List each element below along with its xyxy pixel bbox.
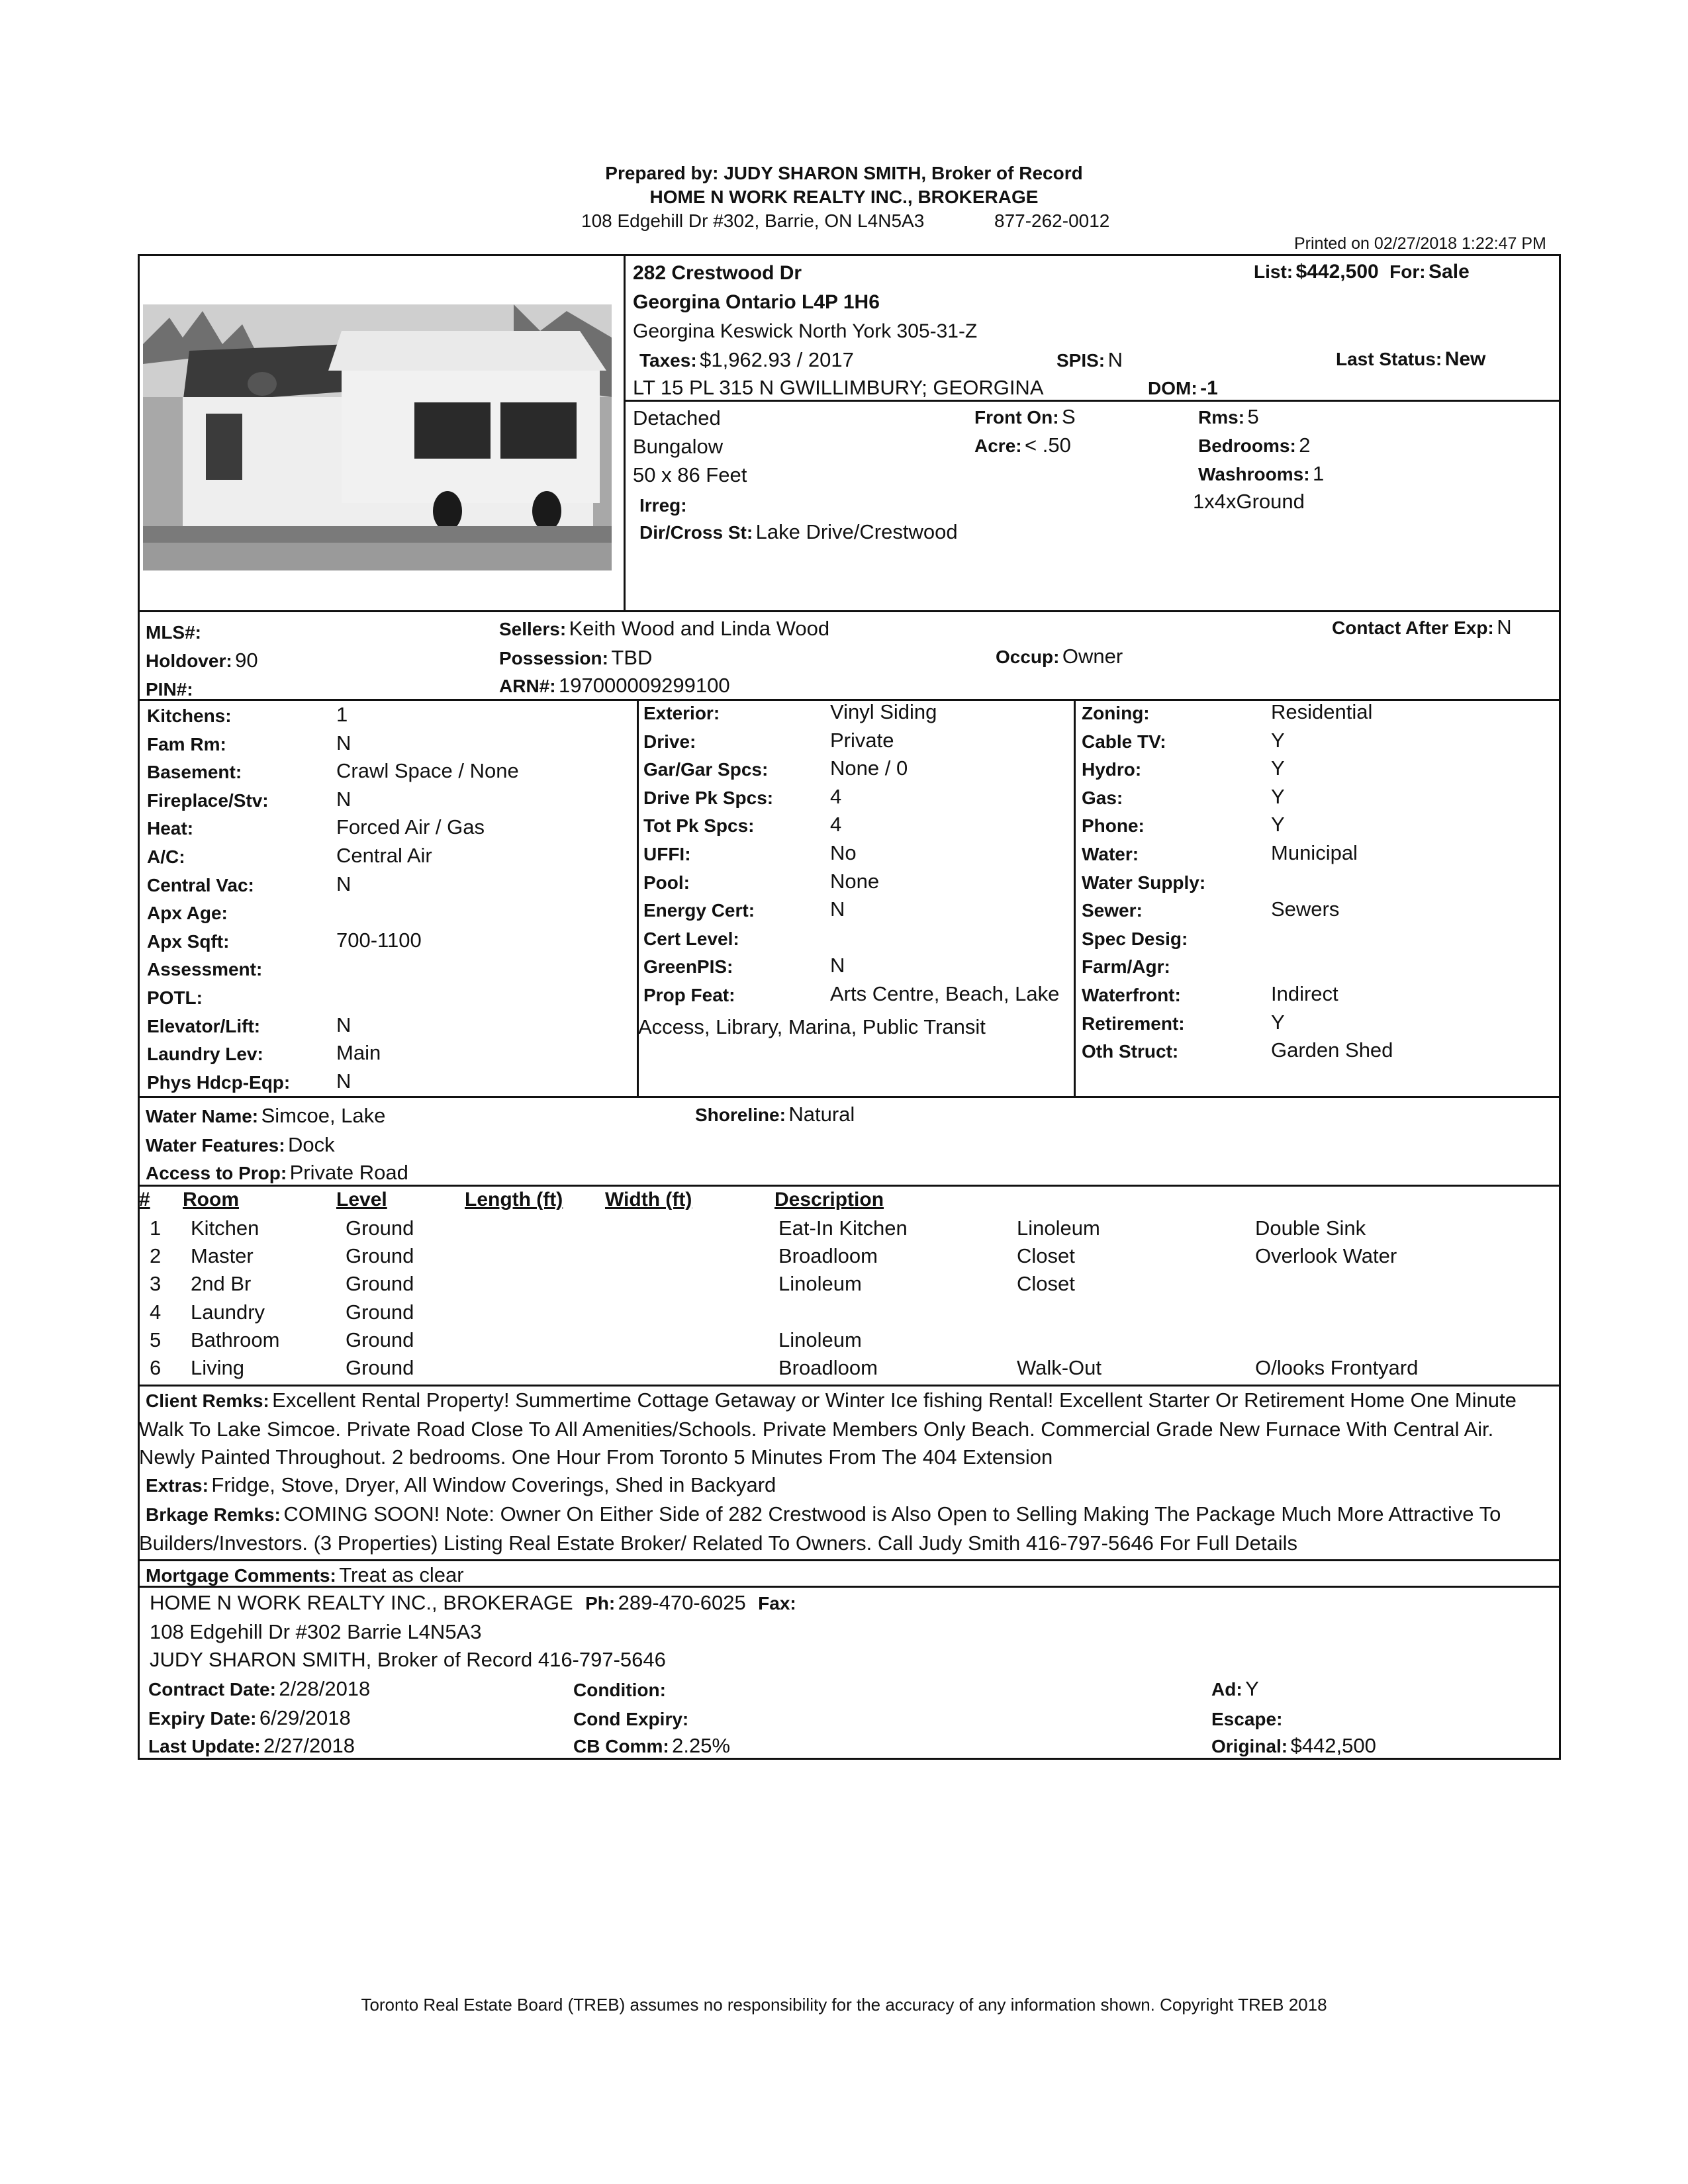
room-name: 2nd Br: [191, 1272, 252, 1296]
col1-label: Heat:: [147, 818, 194, 839]
room-number: 1: [150, 1216, 162, 1240]
rooms-count: Rms: 5: [1198, 405, 1259, 428]
col3-value: Y: [1271, 813, 1285, 837]
col1-value: Central Air: [336, 844, 432, 867]
col2-label: Pool:: [643, 872, 690, 893]
client-remarks: Client Remks: Excellent Rental Property! Summertime Cottage Getaway or Winter Ice fishing Rental! Excellent Starter Or Retirement Home One Minute: [146, 1388, 1517, 1412]
col2-label: Prop Feat:: [643, 985, 735, 1005]
room-level: Ground: [346, 1272, 414, 1296]
holdover: Holdover: 90: [146, 649, 258, 672]
room-description: Walk-Out: [1017, 1356, 1102, 1379]
room-number: 5: [150, 1328, 162, 1351]
col2-label: Gar/Gar Spcs:: [643, 759, 769, 780]
rooms-header-width: Width (ft): [605, 1189, 692, 1210]
col1-label: Assessment:: [147, 959, 263, 980]
col1-label: Kitchens:: [147, 705, 232, 726]
rooms-header-length: Length (ft): [465, 1189, 563, 1210]
room-name: Living: [191, 1356, 244, 1379]
arn: ARN#: 197000009299100: [499, 674, 730, 697]
room-number: 2: [150, 1244, 162, 1268]
water-name: Water Name: Simcoe, Lake: [146, 1104, 386, 1127]
col1-label: POTL:: [147, 987, 203, 1008]
escape: Escape:: [1211, 1709, 1283, 1729]
col1-value: Main: [336, 1041, 381, 1065]
col2-value: 4: [830, 784, 842, 808]
col3-label: Water:: [1082, 844, 1139, 864]
top-section-bottom: [138, 610, 1561, 612]
front-on: Front On: S: [974, 405, 1076, 428]
original-price: Original: $442,500: [1211, 1734, 1376, 1757]
col1-value: 1: [336, 703, 348, 726]
col2-label: Energy Cert:: [643, 900, 755, 921]
frame-right: [1559, 254, 1561, 1760]
disclaimer: Toronto Real Estate Board (TREB) assumes no responsibility for the accuracy of any information shown. Copyright TREB 2018: [361, 1995, 1327, 2015]
mls-number: MLS#:: [146, 622, 201, 643]
room-number: 6: [150, 1356, 162, 1379]
room-name: Kitchen: [191, 1216, 259, 1240]
brokerage-address: 108 Edgehill Dr #302 Barrie L4N5A3: [150, 1620, 482, 1643]
col3-label: Cable TV:: [1082, 731, 1166, 752]
room-number: 4: [150, 1300, 162, 1324]
col2-value: No: [830, 841, 857, 864]
frame-top: [138, 254, 1561, 256]
rooms-header-num: #: [139, 1189, 150, 1210]
col1-label: Laundry Lev:: [147, 1044, 263, 1065]
col3-value: Municipal: [1271, 841, 1358, 864]
header-brokerage: HOME N WORK REALTY INC., BROKERAGE: [649, 187, 1039, 207]
col1-label: Fireplace/Stv:: [147, 790, 269, 811]
col1-label: Central Vac:: [147, 874, 254, 895]
room-level: Ground: [346, 1328, 414, 1351]
col2-value: Arts Centre, Beach, Lake: [830, 982, 1060, 1005]
room-description: Broadloom: [778, 1356, 878, 1379]
agent-line: JUDY SHARON SMITH, Broker of Record 416-797-5646: [150, 1648, 666, 1671]
contract-date: Contract Date: 2/28/2018: [148, 1677, 371, 1700]
property-type: Detached: [633, 406, 721, 430]
spis: SPIS: N: [1056, 348, 1123, 371]
rooms-bottom: [138, 1385, 1561, 1387]
room-level: Ground: [346, 1216, 414, 1240]
col1-label: Fam Rm:: [147, 733, 226, 754]
col3-value: Y: [1271, 756, 1285, 780]
list-price: List: $442,500 For: Sale: [1254, 261, 1470, 283]
room-description: Eat-In Kitchen: [778, 1216, 908, 1240]
col1-label: Basement:: [147, 762, 242, 783]
col1-label: Apx Age:: [147, 903, 228, 924]
room-description: Linoleum: [778, 1328, 862, 1351]
col2-label: Exterior:: [643, 703, 720, 723]
col3-value: Garden Shed: [1271, 1038, 1393, 1062]
legal-description: LT 15 PL 315 N GWILLIMBURY; GEORGINA: [633, 376, 1044, 399]
col1-label: Phys Hdcp-Eqp:: [147, 1071, 291, 1093]
room-level: Ground: [346, 1244, 414, 1268]
brokerage-remarks-line2: Builders/Investors. (3 Properties) Listing Real Estate Broker/ Related To Owners. Call Judy Smith 416-797-5646 For Full Details: [139, 1531, 1297, 1555]
pin-number: PIN#:: [146, 679, 193, 700]
col2-label: Cert Level:: [643, 928, 739, 949]
sellers: Sellers: Keith Wood and Linda Wood: [499, 617, 830, 640]
brokerage-contact: HOME N WORK REALTY INC., BROKERAGE Ph: 289-470-6025 Fax:: [150, 1591, 796, 1614]
taxes: Taxes: $1,962.93 / 2017: [639, 348, 854, 371]
col-divider-2: [1074, 699, 1076, 1097]
printed-date: Printed on 02/27/2018 1:22:47 PM: [1294, 234, 1546, 253]
dom: DOM: -1: [1148, 377, 1218, 399]
frame-bottom: [138, 1758, 1561, 1760]
room-level: Ground: [346, 1356, 414, 1379]
col2-value: Vinyl Siding: [830, 700, 937, 723]
washrooms: Washrooms: 1: [1198, 462, 1325, 485]
city-line: Georgina Ontario L4P 1H6: [633, 291, 880, 313]
access-to-prop: Access to Prop: Private Road: [146, 1161, 408, 1184]
col3-value: Y: [1271, 784, 1285, 808]
acreage: Acre: < .50: [974, 433, 1071, 457]
col2-value: N: [830, 954, 845, 978]
client-remarks-line2: Walk To Lake Simcoe. Private Road Close To All Amenities/Schools. Private Members Only Beach. Commercial Grade New Furnace With Central Air.: [139, 1418, 1494, 1441]
property-photo: [143, 304, 612, 570]
col3-label: Farm/Agr:: [1082, 956, 1170, 978]
col2-label: GreenPIS:: [643, 956, 733, 978]
col3-label: Hydro:: [1082, 759, 1142, 780]
col1-value: N: [336, 872, 352, 895]
cond-expiry: Cond Expiry:: [573, 1709, 689, 1729]
col3-label: Oth Struct:: [1082, 1041, 1179, 1062]
rooms-header-level: Level: [336, 1189, 387, 1210]
col3-label: Waterfront:: [1082, 985, 1181, 1005]
col1-value: N: [336, 787, 352, 811]
brokerage-remarks: Brkage Remks: COMING SOON! Note: Owner On Either Side of 282 Crestwood is Also Open to Selling Making The Package Much More Attractive To: [146, 1502, 1501, 1525]
col3-value: Residential: [1271, 700, 1373, 723]
extras: Extras: Fridge, Stove, Dryer, All Window Coverings, Shed in Backyard: [146, 1473, 776, 1496]
room-number: 3: [150, 1272, 162, 1296]
col3-label: Sewer:: [1082, 900, 1143, 921]
col3-value: Y: [1271, 1010, 1285, 1034]
col3-value: Y: [1271, 728, 1285, 752]
bedrooms: Bedrooms: 2: [1198, 433, 1311, 457]
col1-value: N: [336, 731, 352, 754]
rooms-header-desc: Description: [774, 1189, 884, 1210]
room-description: Overlook Water: [1255, 1244, 1397, 1268]
col1-value: 700-1100: [336, 928, 422, 952]
room-description: Closet: [1017, 1244, 1075, 1268]
col2-label: Drive:: [643, 731, 696, 752]
lot-size: 50 x 86 Feet: [633, 463, 747, 486]
col2-value: N: [830, 897, 845, 921]
room-description: Closet: [1017, 1272, 1075, 1296]
irreg-label: Irreg:: [639, 495, 687, 516]
condition: Condition:: [573, 1680, 666, 1700]
water-features: Water Features: Dock: [146, 1133, 335, 1156]
col1-value: N: [336, 1013, 352, 1036]
room-name: Master: [191, 1244, 254, 1268]
col2-label: UFFI:: [643, 844, 691, 864]
col3-label: Gas:: [1082, 787, 1123, 808]
room-level: Ground: [346, 1300, 414, 1324]
features-bottom: [138, 1096, 1561, 1098]
col1-value: N: [336, 1069, 352, 1093]
photo-divider: [624, 254, 626, 612]
col3-label: Spec Desig:: [1082, 928, 1188, 949]
expiry-date: Expiry Date: 6/29/2018: [148, 1706, 351, 1729]
ad: Ad: Y: [1211, 1677, 1259, 1700]
col2-label: Drive Pk Spcs:: [643, 787, 774, 808]
col3-label: Water Supply:: [1082, 872, 1206, 893]
col3-label: Retirement:: [1082, 1013, 1185, 1034]
room-description: O/looks Frontyard: [1255, 1356, 1419, 1379]
col1-value: Crawl Space / None: [336, 759, 519, 783]
col1-label: A/C:: [147, 846, 185, 867]
possession: Possession: TBD: [499, 646, 653, 669]
street-address: 282 Crestwood Dr: [633, 262, 802, 284]
client-remarks-line3: Newly Painted Throughout. 2 bedrooms. One Hour From Toronto 5 Minutes From The 404 Extension: [139, 1445, 1053, 1469]
col2-value: 4: [830, 813, 842, 837]
shoreline: Shoreline: Natural: [695, 1103, 855, 1126]
room-description: Double Sink: [1255, 1216, 1366, 1240]
col2-value: Private: [830, 728, 894, 752]
rooms-header-room: Room: [183, 1189, 239, 1210]
water-bottom: [138, 1185, 1561, 1187]
col2-value: None: [830, 869, 880, 893]
mortgage-comments: Mortgage Comments: Treat as clear: [146, 1563, 464, 1586]
property-style: Bungalow: [633, 435, 724, 458]
header-address: 108 Edgehill Dr #302, Barrie, ON L4N5A3: [581, 210, 925, 231]
dir-cross: Dir/Cross St: Lake Drive/Crestwood: [639, 520, 958, 543]
cb-comm: CB Comm: 2.25%: [573, 1734, 731, 1757]
area-line: Georgina Keswick North York 305-31-Z: [633, 320, 978, 342]
room-name: Bathroom: [191, 1328, 280, 1351]
header-phone: 877-262-0012: [994, 210, 1110, 231]
col3-value: Sewers: [1271, 897, 1340, 921]
contact-after-exp: Contact After Exp: N: [1332, 615, 1512, 639]
col2-label: Tot Pk Spcs:: [643, 815, 755, 837]
addr-divider: [624, 400, 1561, 402]
col3-value: Indirect: [1271, 982, 1338, 1005]
room-description: Broadloom: [778, 1244, 878, 1268]
col3-label: Zoning:: [1082, 703, 1150, 723]
room-description: Linoleum: [1017, 1216, 1100, 1240]
last-update: Last Update: 2/27/2018: [148, 1734, 355, 1757]
col3-label: Phone:: [1082, 815, 1145, 837]
col2-value: None / 0: [830, 756, 908, 780]
col1-label: Apx Sqft:: [147, 931, 230, 952]
remarks-bottom: [138, 1559, 1561, 1561]
occupancy: Occup: Owner: [996, 645, 1123, 668]
prop-feat-continued: Access, Library, Marina, Public Transit: [638, 1015, 986, 1038]
col1-label: Elevator/Lift:: [147, 1015, 261, 1036]
room-description: Linoleum: [778, 1272, 862, 1296]
washroom-detail: 1x4xGround: [1193, 490, 1305, 513]
col1-value: Forced Air / Gas: [336, 815, 485, 839]
room-name: Laundry: [191, 1300, 265, 1324]
last-status: Last Status: New: [1336, 348, 1486, 370]
prepared-by: Prepared by: JUDY SHARON SMITH, Broker of Record: [605, 163, 1083, 183]
